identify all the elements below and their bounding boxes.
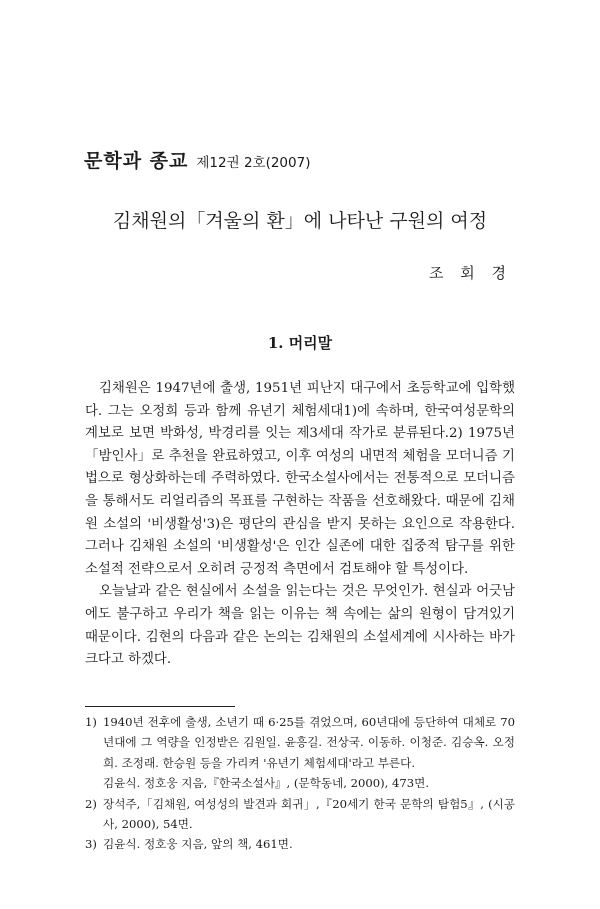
footnote-number: 1) [85, 715, 97, 729]
footnote-number: 2) [85, 796, 97, 811]
body-paragraph: 김채원은 1947년에 출생, 1951년 피난지 대구에서 초등학교에 입학했다. 그는 오정희 등과 함께 유년기 체험세대1)에 속하며, 한국여성문학의 계보로 보면 박화성, 박경리를 잇는 제3세대 작가로 분류된다.2) 1975년「밤인사」로 추천을 완료하였고, 이후 여성의 내면적 체험을 모더니즘 기법으로 형상화하는데 주력하였다. 한국소설사에서는 전통적으로 모더니즘을 통해서도 리얼리즘의 목표를 구현하는 작품을 선호해왔다. 때문에 김채원 소설의 '비생활성'3)은 평단의 관심을 받지 못하는 요인으로 작용한다. 그러나 김채원 소설의 '비생활성'은 인간 실존에 대한 집중적 탐구를 위한 소설적 전략으로서 오히려 긍정적 측면에서 검토해야 할 특성이다. [85, 381, 515, 577]
footnote [85, 712, 515, 773]
journal-header [84, 146, 310, 173]
article-author: 조 회 경 [428, 264, 512, 282]
journal-logo: 문학과 종교 [84, 150, 189, 172]
footnote-citation: 김윤식. 정호웅 지음,『한국소설사』, (문학동네, 2000), 473면. [103, 776, 429, 791]
footnote-number: 3) [85, 837, 97, 852]
body-text [85, 378, 515, 672]
footnotes [85, 712, 515, 855]
footnote-text: 장석주,「김채원, 여성성의 발견과 회귀」,『20세기 한국 문학의 탐험5』, (시공사, 2000), 54면. [103, 796, 515, 832]
article-title: 김채원의「겨울의 환」에 나타난 구원의 여정 [112, 210, 488, 232]
footnote [85, 834, 515, 854]
footnote-text: 김윤식. 정호웅 지음, 앞의 책, 461면. [103, 837, 293, 852]
footnote-text: 1940년 전후에 출생, 소년기 때 6·25를 겪었으며, 60년대에 등단하여 대체로 70년대에 그 역량을 인정받은 김원일. 윤흥길. 전상국. 이동하. 이청준. 김승옥. 오정희. 조정래. 한승원 등을 가리켜 '유년기 체험세대'라고 부른다. [103, 715, 515, 770]
footnote-divider [85, 706, 235, 707]
section-heading: 1. 머리말 [267, 334, 333, 352]
footnote-continuation [85, 773, 515, 793]
footnote [85, 794, 515, 835]
body-paragraph: 오늘날과 같은 현실에서 소설을 읽는다는 것은 무엇인가. 현실과 어긋남에도 불구하고 우리가 책을 읽는 이유는 책 속에는 삶의 원형이 담겨있기 때문이다. 김현의 다음과 같은 논의는 김채원의 소설세계에 시사하는 바가 크다고 하겠다. [85, 584, 515, 668]
volume-issue: 제12권 2호(2007) [196, 155, 311, 171]
